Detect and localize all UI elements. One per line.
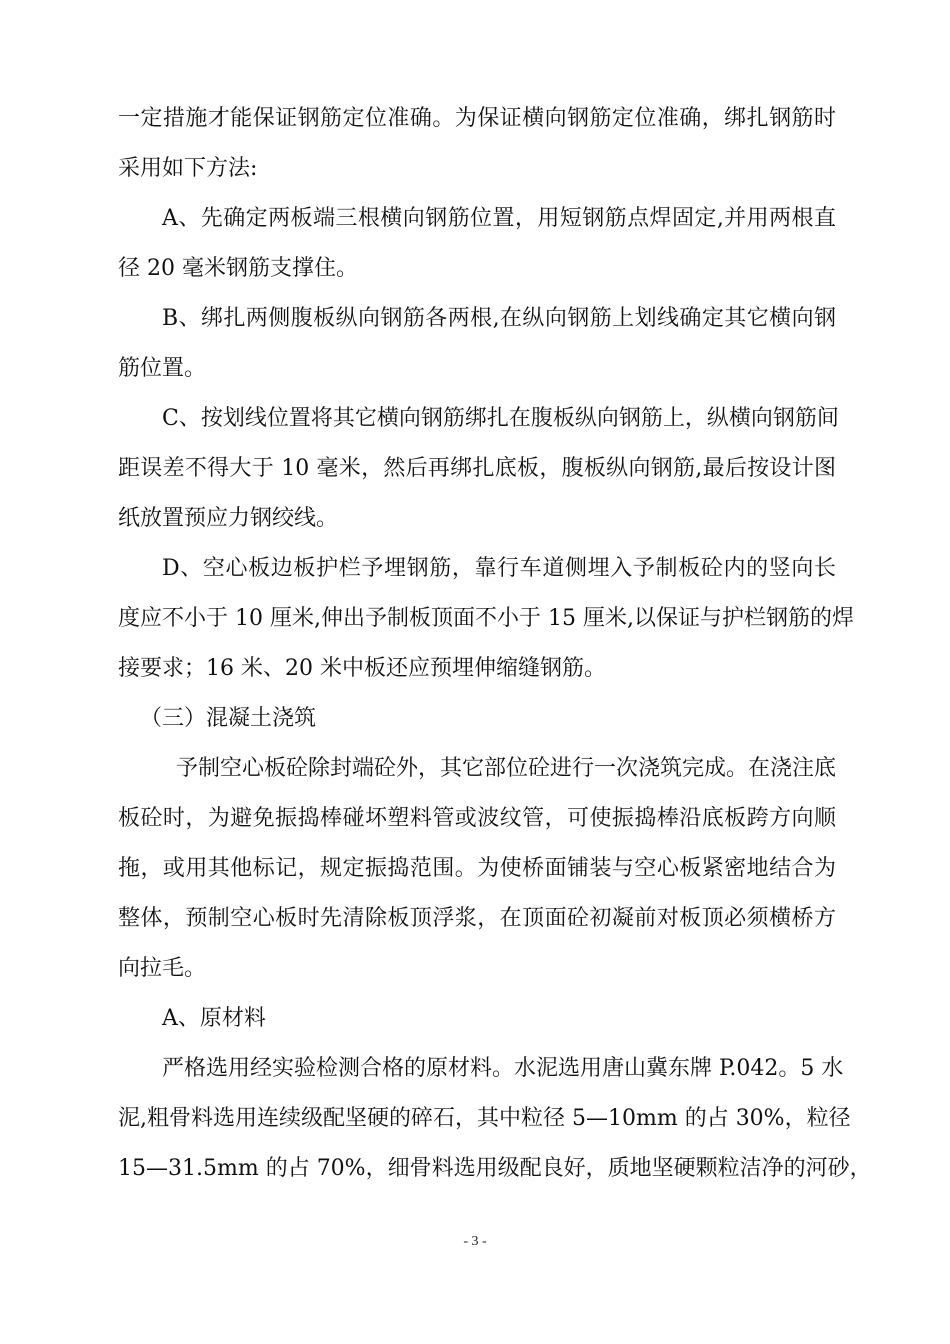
text-line: 整体，预制空心板时先清除板顶浮浆，在顶面砼初凝前对板顶必须横桥方 bbox=[118, 906, 836, 931]
text-line: 一定措施才能保证钢筋定位准确。为保证横向钢筋定位准确，绑扎钢筋时 bbox=[118, 106, 836, 131]
text-line: A、先确定两板端三根横向钢筋位置，用短钢筋点焊固定,并用两根直 bbox=[162, 206, 836, 231]
section-heading: （三）混凝土浇筑 bbox=[140, 706, 317, 731]
text-line: 予制空心板砼除封端砼外，其它部位砼进行一次浇筑完成。在浇注底 bbox=[176, 756, 837, 781]
text-line: 向拉毛。 bbox=[118, 956, 207, 981]
text-line: 度应不小于 10 厘米,伸出予制板顶面不小于 15 厘米,以保证与护栏钢筋的焊 bbox=[118, 606, 854, 631]
text-line: D、空心板边板护栏予埋钢筋，靠行车道侧埋入予制板砼内的竖向长 bbox=[162, 556, 836, 581]
text-line: 板砼时，为避免振捣棒碰坏塑料管或波纹管，可使振捣棒沿底板跨方向顺 bbox=[118, 806, 836, 831]
text-line: 筋位置。 bbox=[118, 356, 207, 381]
text-line: 泥,粗骨料选用连续级配坚硬的碎石，其中粒径 5—10mm 的占 30%，粒径 bbox=[118, 1106, 851, 1131]
text-line: 距误差不得大于 10 毫米，然后再绑扎底板，腹板纵向钢筋,最后按设计图 bbox=[118, 456, 836, 481]
text-line: 采用如下方法: bbox=[118, 156, 258, 181]
page-number: - 3 - bbox=[463, 1234, 487, 1249]
text-line: B、绑扎两侧腹板纵向钢筋各两根,在纵向钢筋上划线确定其它横向钢 bbox=[162, 306, 836, 331]
text-line: 接要求；16 米、20 米中板还应预埋伸缩缝钢筋。 bbox=[118, 656, 606, 681]
text-line: 15—31.5mm 的占 70%，细骨料选用级配良好，质地坚硬颗粒洁净的河砂， bbox=[118, 1156, 872, 1181]
text-line: C、按划线位置将其它横向钢筋绑扎在腹板纵向钢筋上，纵横向钢筋间 bbox=[162, 406, 839, 431]
text-line: 径 20 毫米钢筋支撑住。 bbox=[118, 256, 358, 281]
text-line: 纸放置预应力钢绞线。 bbox=[118, 506, 339, 531]
text-line: 严格选用经实验检测合格的原材料。水泥选用唐山冀东牌 P.042。5 水 bbox=[162, 1056, 844, 1081]
text-line: 拖，或用其他标记，规定振捣范围。为使桥面铺装与空心板紧密地结合为 bbox=[118, 856, 836, 881]
subsection-heading: A、原材料 bbox=[162, 1006, 266, 1031]
